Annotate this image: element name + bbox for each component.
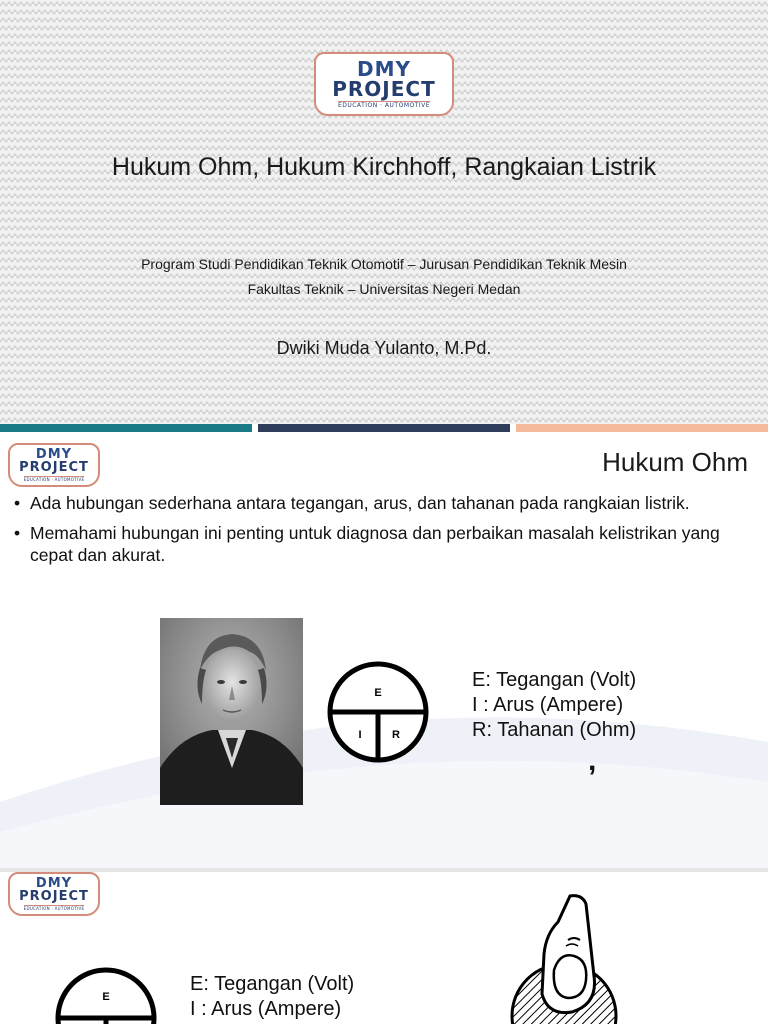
ohm-law-legend [190,972,354,1022]
ohm-law-slide-continued [0,872,768,1024]
title-slide [0,0,768,424]
stray-mark: , [588,744,597,777]
logo-line-2: PROJECT [332,77,436,101]
logo-line-1: DMY [357,57,411,81]
ohm-law-circle-diagram [54,966,158,1024]
bullet-item: • Ada hubungan sederhana antara tegangan, arus, dan tahanan pada rangkaian listrik. [14,492,754,514]
legend-item: I : Arus (Ampere) [190,998,342,1020]
logo-line-2: PROJECT [19,889,89,904]
ohm-law-slide [0,432,768,868]
faculty-subtitle: Fakultas Teknik – Universitas Negeri Medan [247,281,521,297]
legend-item: E: Tegangan (Volt) [472,669,637,691]
accent-bar-peach [516,424,768,432]
circle-label-i: I [358,729,362,741]
logo-tagline: EDUCATION · AUTOMOTIVE [23,906,85,911]
portrait-image [160,618,303,805]
dmy-project-logo-small [8,872,100,916]
circle-label-e: E [374,687,382,699]
ohm-law-legend [472,668,636,743]
slide-title: Hukum Ohm [602,447,748,477]
accent-bar-navy [258,424,510,432]
logo-line-1: DMY [35,447,73,462]
legend-item: E: Tegangan (Volt) [190,973,355,995]
legend-item: I : Arus (Ampere) [472,694,624,716]
program-subtitle: Program Studi Pendidikan Teknik Otomotif – Jurusan Pendidikan Teknik Mesin [141,256,627,272]
legend-item: R: Tahanan (Ohm) [472,719,637,741]
logo-line-1: DMY [35,876,73,891]
circle-label-e: E [102,991,110,1003]
dmy-project-logo [314,52,454,116]
accent-bar-teal [0,424,252,432]
bullet-item: • Memahami hubungan ini penting untuk diagnosa dan perbaikan masalah kelistrikan yang cepat dan akurat. [14,522,754,566]
finger-covering-circle-illustration [508,894,618,1024]
ohm-law-circle-diagram [326,660,430,764]
presentation-title: Hukum Ohm, Hukum Kirchhoff, Rangkaian Listrik [111,153,657,181]
circle-label-r: R [392,729,400,741]
author-name: Dwiki Muda Yulanto, M.Pd. [276,338,492,358]
logo-tagline: EDUCATION · AUTOMOTIVE [337,102,431,109]
logo-tagline: EDUCATION · AUTOMOTIVE [23,477,85,482]
logo-line-2: PROJECT [19,460,89,475]
dmy-project-logo-small [8,443,100,487]
bullet-list [14,492,754,574]
